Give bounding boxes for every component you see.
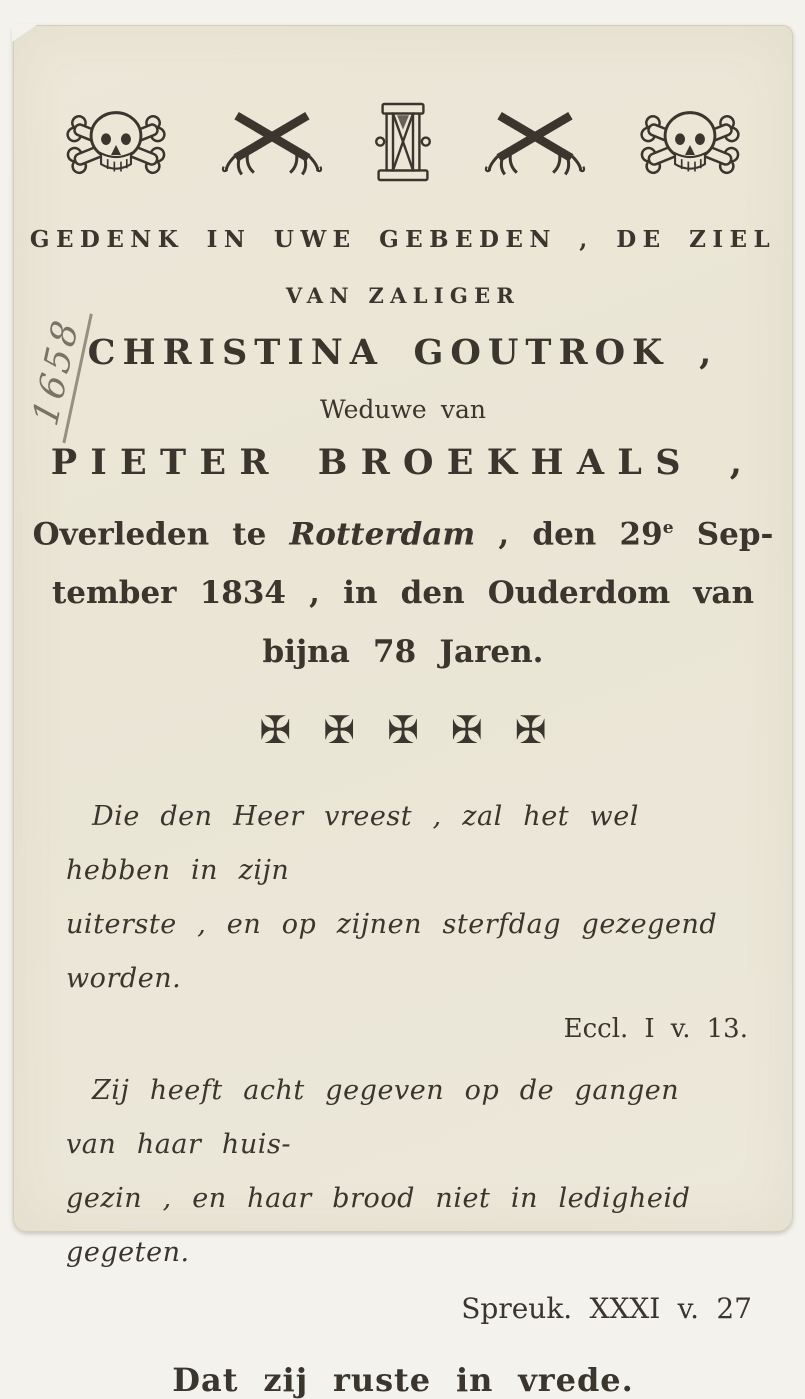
hourglass-icon <box>373 100 433 184</box>
death-notice-line-2: tember 1834 , in den Ouderdom van <box>51 575 755 612</box>
maltese-cross-ornament-row <box>14 708 792 752</box>
death-notice-text: Overleden te <box>32 516 290 553</box>
quote-2-line-1: Zij heeft acht gegeven op de gangen van haar huis- <box>66 1075 680 1161</box>
death-notice-line-1 <box>14 499 792 564</box>
scripture-reference-2: Spreuk. XXXI v. 27 <box>461 1292 752 1326</box>
handwritten-inventory-number: 1658 <box>23 301 93 444</box>
crossed-torches-icon <box>220 101 324 183</box>
deceased-name: CHRISTINA GOUTROK , <box>87 332 719 373</box>
spouse-name: PIETER BROEKHALS , <box>50 442 756 483</box>
memorial-card <box>13 25 793 1399</box>
death-notice-line-3: bijna 78 Jaren. <box>262 634 544 671</box>
skull-and-crossbones-icon <box>636 101 744 184</box>
quote-1-line-2: uiterste , en op zijnen sterfdag gezegend worden. <box>66 909 718 995</box>
maltese-cross-icon: ✠ <box>514 708 547 753</box>
maltese-cross-icon: ✠ <box>450 708 483 753</box>
quote-1-line-1: Die den Heer vreest , zal het wel hebben in zijn <box>66 801 639 887</box>
quote-2-line-2: gezin , en haar brood niet in ledigheid gegeten. <box>66 1183 691 1269</box>
death-month-start: Sep- <box>673 516 774 553</box>
scripture-quote-1 <box>14 790 792 1006</box>
rest-in-peace-line: Dat zij ruste in vrede. <box>172 1361 634 1399</box>
relation-line: Weduwe van <box>319 395 487 424</box>
van-zaliger-line: VAN ZALIGER <box>285 283 521 308</box>
maltese-cross-icon: ✠ <box>323 708 356 753</box>
death-date-prefix: , den 29 <box>475 516 663 553</box>
scripture-reference-1: Eccl. I v. 13. <box>563 1014 748 1045</box>
death-place: Rotterdam <box>289 516 476 553</box>
maltese-cross-icon: ✠ <box>387 708 419 753</box>
crossed-torches-icon <box>483 101 587 183</box>
prayer-invocation-line: GEDENK IN UWE GEBEDEN , DE ZIEL <box>29 226 777 253</box>
skull-and-crossbones-icon <box>62 101 170 184</box>
maltese-cross-icon: ✠ <box>259 708 292 753</box>
scripture-quote-2 <box>14 1064 792 1280</box>
death-notice <box>14 499 792 682</box>
memento-mori-ornament-row <box>14 96 792 188</box>
date-ordinal: e <box>662 518 674 538</box>
